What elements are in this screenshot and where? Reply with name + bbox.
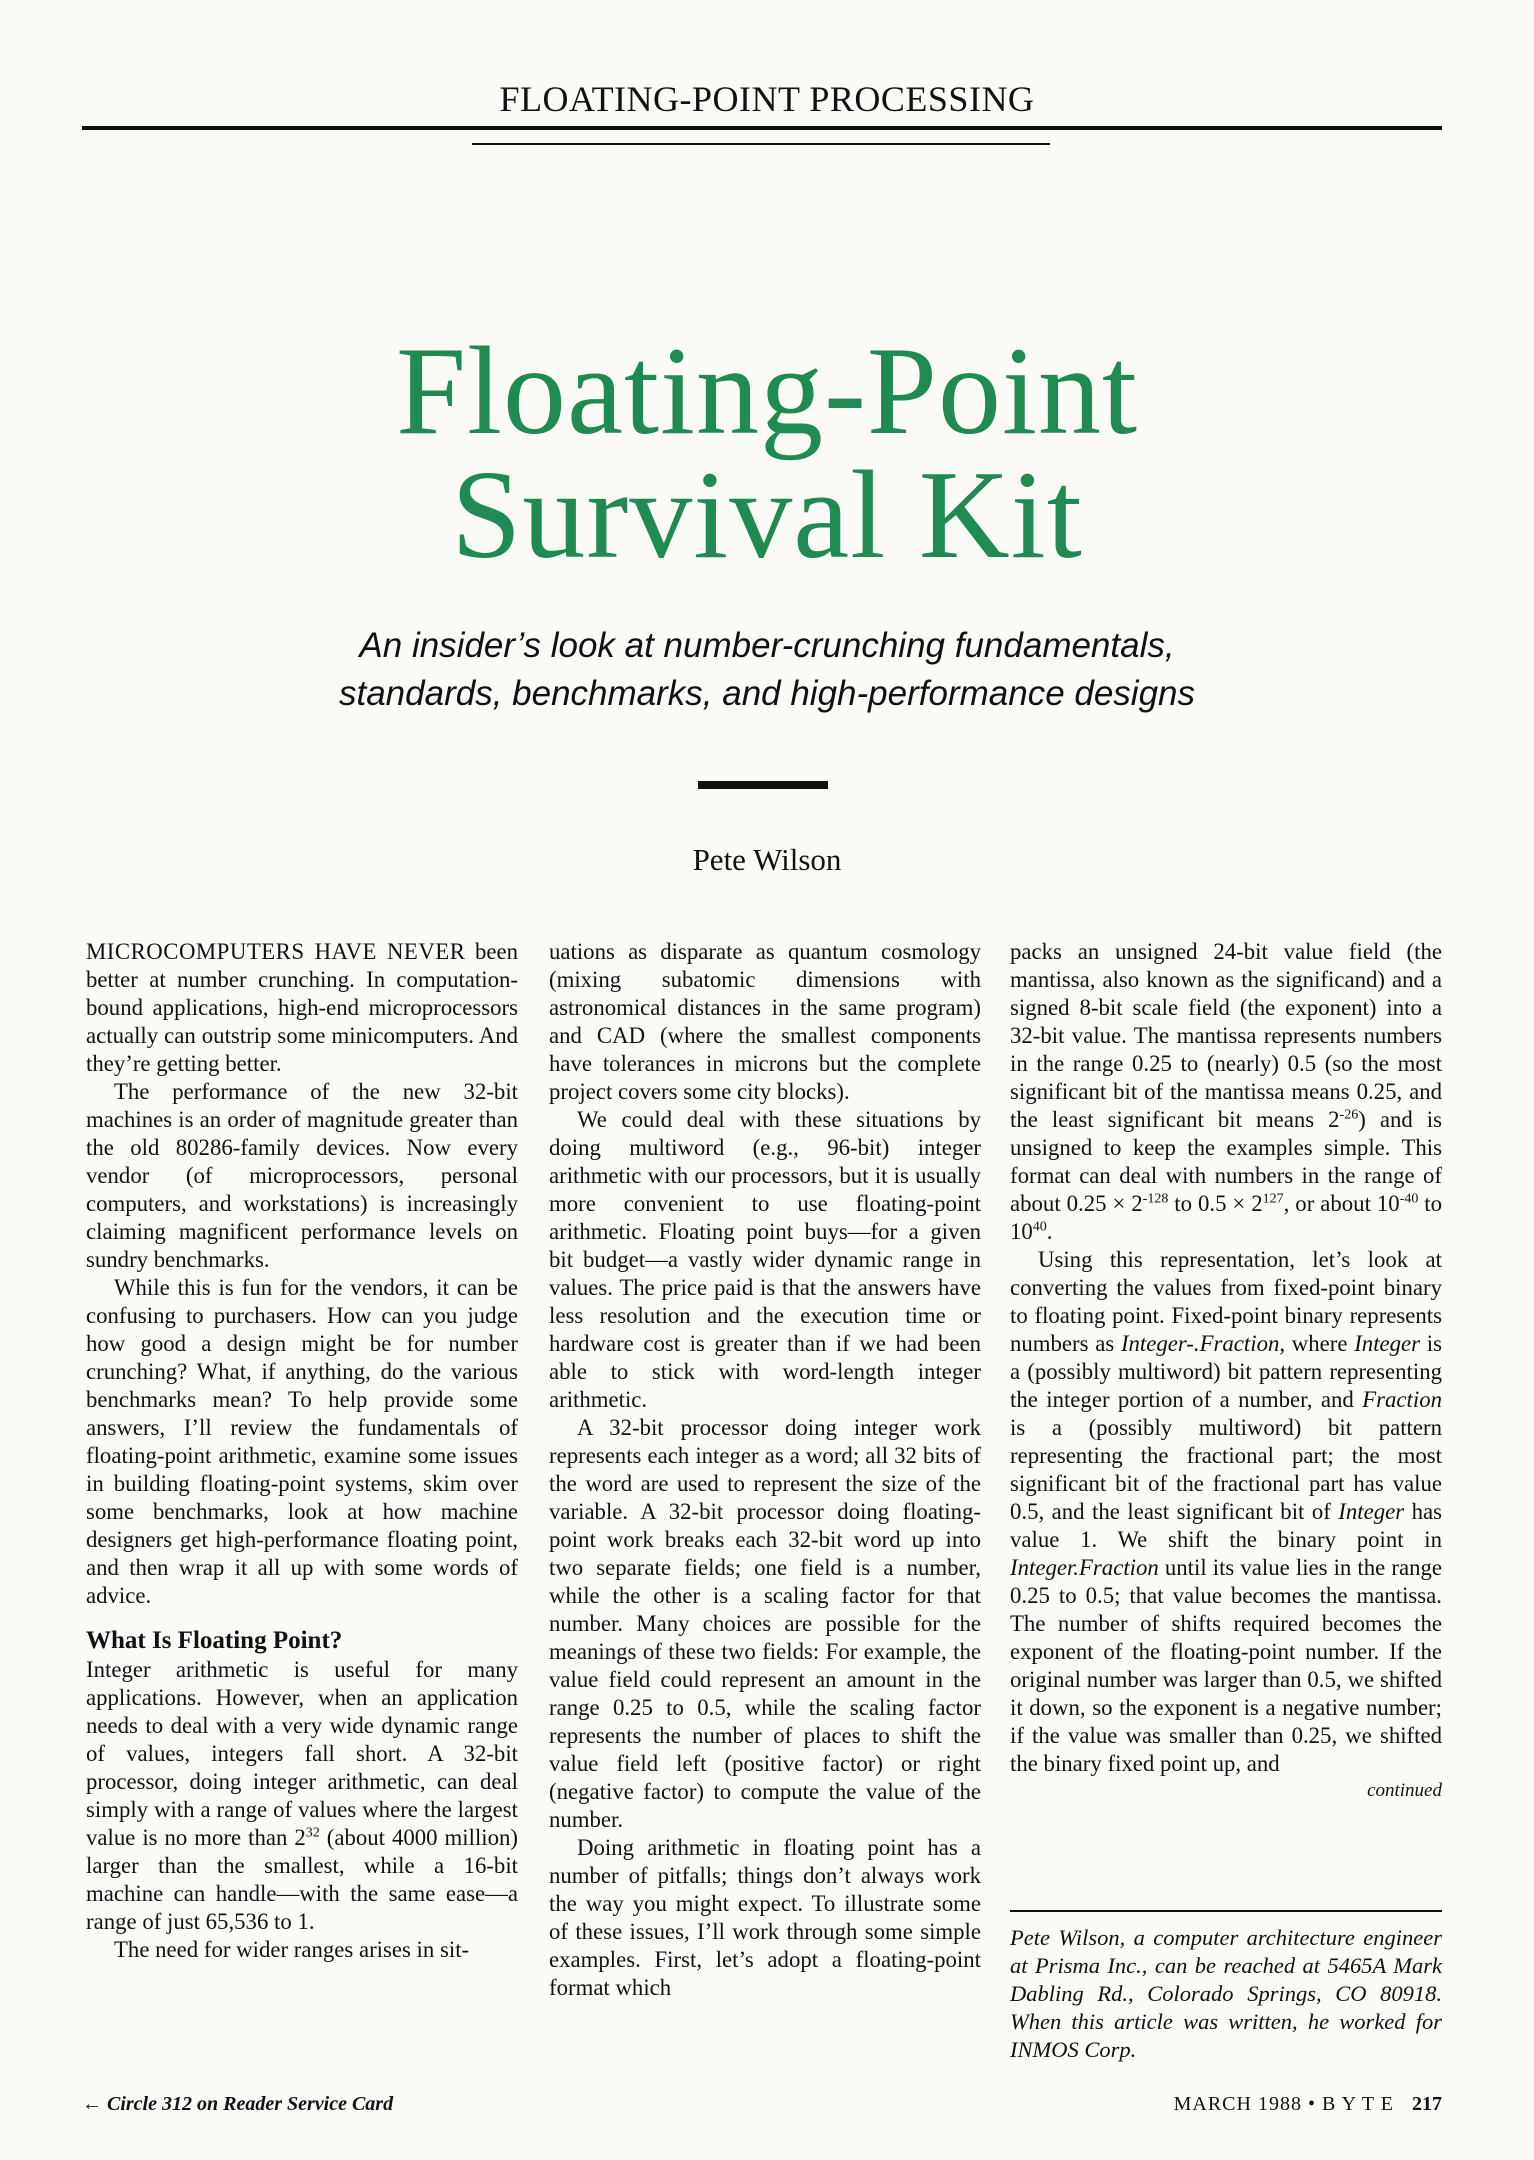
paragraph: Doing arithmetic in floating point has a number of pitfalls; things don’t always work the way you might expect. To illustrate some of these issues, I’ll work through some simple examples. First, let’s adopt a floating-point format which [549, 1835, 981, 2000]
section-heading-what-is-fp: What Is Floating Point? [86, 1627, 343, 1654]
paragraph: We could deal with these situations by doing multiword (e.g., 96-bit) integer arithmetic with our processors, but it is usually more convenient to use floating-point arithmetic. Floating point buys—for a given bit budget—a vastly wider dynamic range in values. The price paid is that the answers have less resolution and the execution time or hardware cost is greater than if we had been able to stick with word-length integer arithmetic. [549, 1107, 981, 1412]
continued-marker: continued [1367, 1780, 1442, 1801]
reader-service-note: ← Circle 312 on Reader Service Card [82, 2093, 394, 2115]
title-line-1: Floating-Point [395, 322, 1139, 461]
section-heading: FLOATING-POINT PROCESSING [499, 79, 1035, 119]
issue-date: MARCH 1988 [1173, 2093, 1302, 2115]
paragraph: Using this representation, let’s look at converting the values from fixed-point binary to floating point. Fixed-point binary represents numbers as Integer-.Fraction, where Integer is a (possibly multiword) bit pattern representing the integer portion of a number, and Fraction is a (possibly multiword) bit pattern representing the fractional part; the most significant bit of the fractional part has value 0.5, and the least significant bit of Integer has value 1. We shift the binary point in Integer.Fraction until its value lies in the range 0.25 to 0.5; that value becomes the mantissa. The number of shifts required becomes the exponent of the floating-point number. If the original number was larger than 0.5, we shifted it down, so the exponent is a negative number; if the value was smaller than 0.25, we shifted the binary fixed point up, and [1010, 1247, 1442, 1776]
header-rule [82, 126, 1442, 130]
column-1 [86, 938, 518, 1964]
paragraph: The need for wider ranges arises in sit- [114, 1937, 470, 1962]
page-footer: MARCH 1988 • B Y T E 217 [1173, 2093, 1442, 2115]
magazine-name: B Y T E [1321, 2093, 1394, 2115]
paragraph: packs an unsigned 24-bit value field (the mantissa, also known as the significand) and a signed 8-bit scale field (the exponent) into a 32-bit value. The mantissa represents numbers in the range 0.25 to (nearly) 0.5 (so the most significant bit of the mantissa means 0.25, and the least significant bit means $2^{-26}$) and is unsigned to keep the examples simple. This format can deal with numbers in the range of about $0.25 \times 2^{-128}$ to $0.5 \times 2^{127}$, or about $10^{-40}$ to $10^{40}$. [1010, 939, 1443, 1244]
paragraph: The performance of the new 32-bit machines is an order of magnitude greater than the old 80286-family devices. Now every vendor (of microprocessors, personal computers, and workstations) is increasingly claiming magnificent performance levels on sundry benchmarks. [86, 1079, 518, 1272]
author-bio: Pete Wilson, a computer architecture engineer at Prisma Inc., can be reached at 5465A Mark Dabling Rd., Colorado Springs, CO 80918. When this article was written, he worked for INMOS Corp. [1010, 1925, 1442, 2062]
paragraph: uations as disparate as quantum cosmology (mixing subatomic dimensions with astronomical distances in the same program) and CAD (where the smallest components have tolerances in microns but the complete project covers some city blocks). [549, 939, 981, 1104]
paragraph: A 32-bit processor doing integer work represents each integer as a word; all 32 bits of the word are used to represent the size of the variable. A 32-bit processor doing floating-point work breaks each 32-bit word up into two separate fields; one field is a number, while the other is a scaling factor for that number. Many choices are possible for the meanings of these two fields: For example, the value field could represent an amount in the range 0.25 to 0.5, while the scaling factor represents the number of places to shift the value field left (positive factor) or right (negative factor) to compute the value of the number. [549, 1415, 981, 1832]
title-line-2: Survival Kit [451, 446, 1083, 585]
subtitle-line-1: An insider’s look at number-crunching fundamentals, [359, 626, 1175, 665]
column-2 [549, 938, 981, 2002]
paragraph: MICROCOMPUTERS HAVE NEVER been better at number crunching. In computation-bound applications, high-end microprocessors actually can outstrip some minicomputers. And they’re getting better. [86, 939, 519, 1076]
paragraph: While this is fun for the vendors, it can be confusing to purchasers. How can you judge how good a design might be for number crunching? What, if anything, do the various benchmarks mean? To help provide some answers, I’ll review the fundamentals of floating-point arithmetic, examine some issues in building floating-point systems, skim over some benchmarks, look at how machine designers get high-performance floating point, and then wrap it all up with some words of advice. [86, 1275, 518, 1608]
article-title [0, 322, 1534, 585]
subtitle-line-2: standards, benchmarks, and high-performance designs [338, 674, 1196, 713]
paragraph: Integer arithmetic is useful for many applications. However, when an application needs to deal with a very wide dynamic range of values, integers fall short. A 32-bit processor, doing integer arithmetic, can deal simply with a range of values where the largest value is no more than $2^{32}$ (about 4000 million) larger than the smallest, while a 16-bit machine can handle—with the same ease—a range of just 65,536 to 1. [86, 1657, 518, 1934]
header-subrule [472, 143, 1050, 145]
article-subtitle [0, 622, 1534, 718]
column-3 [1010, 938, 1442, 1804]
title-divider [698, 781, 828, 789]
bio-rule [1010, 1910, 1442, 1912]
lead-in: MICROCOMPUTERS HAVE NEVER [86, 939, 466, 964]
page-number: 217 [1412, 2093, 1442, 2115]
author-byline: Pete Wilson [692, 842, 842, 877]
